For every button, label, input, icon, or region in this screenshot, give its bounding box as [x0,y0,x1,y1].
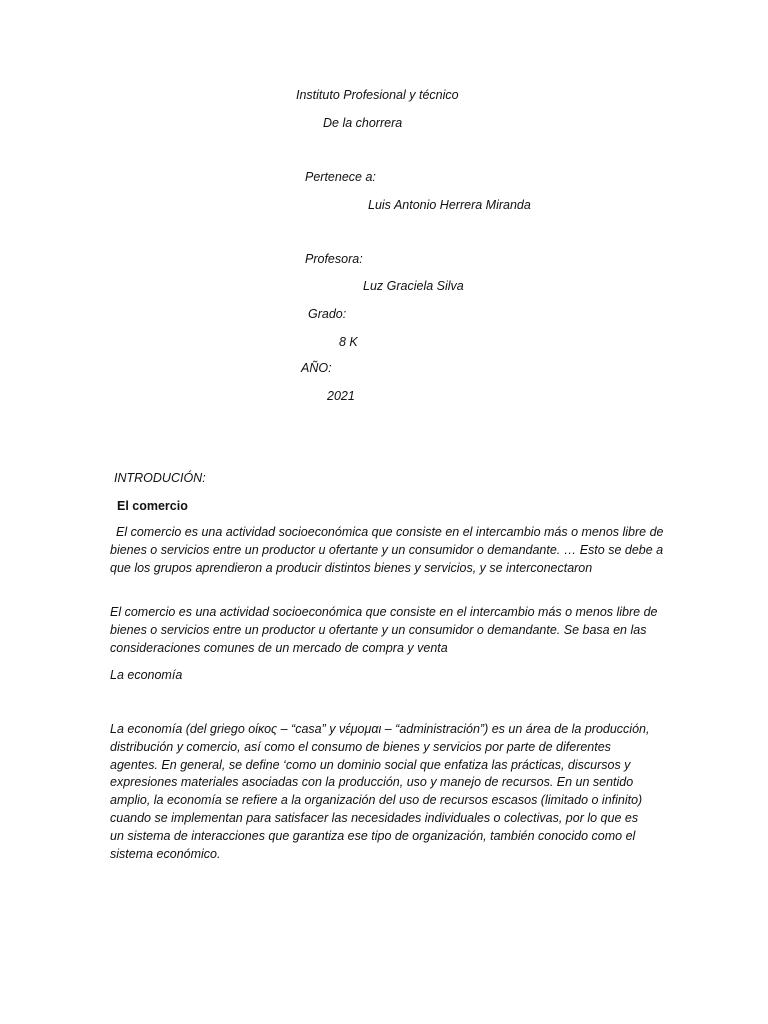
commerce-paragraph-1: El comercio es una actividad socioeconómica que consiste en el intercambio más o menos libre de bienes o servicios entre un productor u ofertante y un consumidor o demandante. … Esto se debe a que los grupos aprendieron a producir distintos bienes y servicios, y se interconectaron [110,525,664,575]
commerce-heading: El comercio [117,499,188,513]
economy-paragraph: La economía (del griego οίκος – “casa” y νέμομαι – “administración”) es un área de la producción, distribución y comercio, así como el consumo de bienes y servicios por parte de diferentes agentes. En general, se define ‘como un dominio social que enfatiza las prácticas, discursos y expresiones materiales asociadas con la producción, uso y manejo de recursos. En un sentido amplio, la economía se refiere a la organización del uso de recursos escasos (limitado o infinito) cuando se implementan para satisfacer las necesidades individuales o colectivas, por lo que es un sistema de interacciones que garantiza ese tipo de organización, también conocido como el sistema económico. [110,722,650,861]
grade-value: 8 K [339,335,358,349]
institute-name-line1: Instituto Profesional y técnico [296,88,459,102]
institute-name-line2: De la chorrera [323,116,403,130]
year-value: 2021 [327,389,355,403]
grade-label: Grado: [308,307,347,321]
economy-heading: La economía [110,668,183,682]
teacher-name: Luz Graciela Silva [363,279,464,293]
intro-heading: INTRODUCIÓN: [114,471,206,485]
student-name: Luis Antonio Herrera Miranda [368,198,531,212]
belongs-label: Pertenece a: [305,170,376,184]
commerce-paragraph-2: El comercio es una actividad socioeconómica que consiste en el intercambio más o menos libre de bienes o servicios entre un productor u ofertante y un consumidor o demandante. Se basa en las consideraciones comunes de un mercado de compra y venta [110,605,658,655]
teacher-label: Profesora: [305,252,363,266]
year-label: AÑO: [301,361,332,375]
